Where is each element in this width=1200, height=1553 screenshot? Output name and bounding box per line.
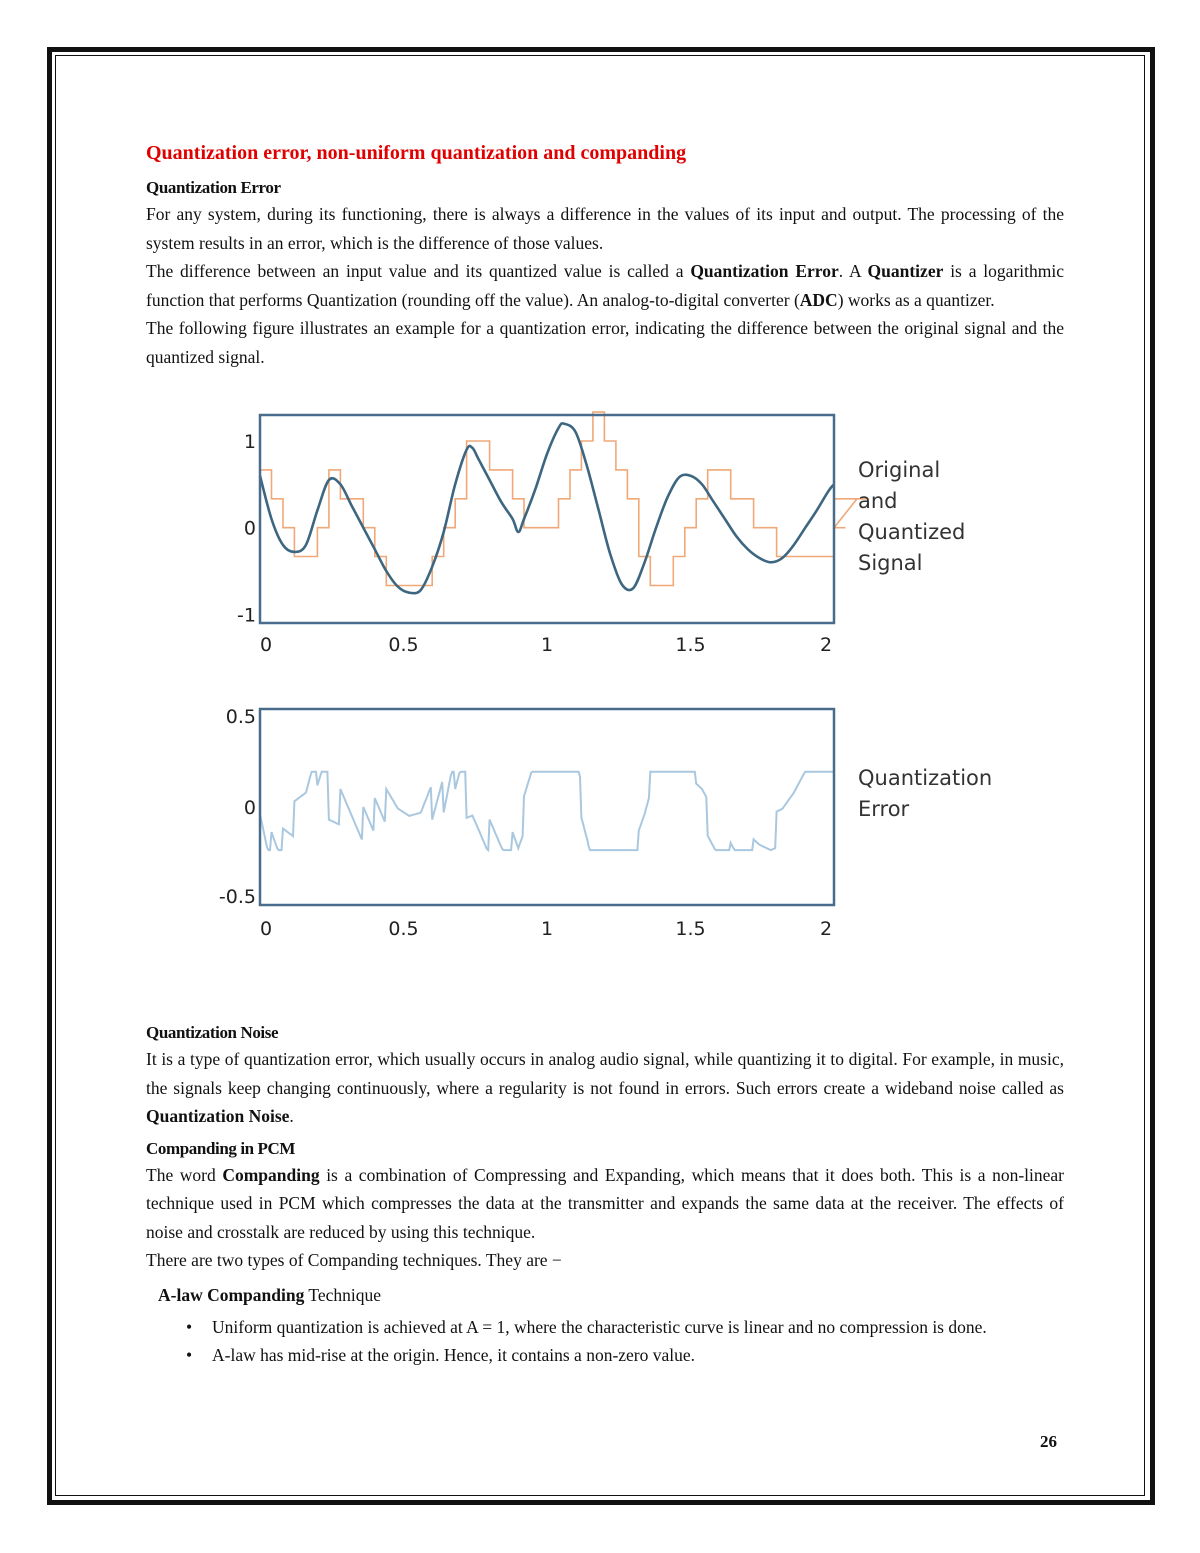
qe-paragraph-1: For any system, during its functioning, there is always a difference in the values of its input and output. The processing of the system results in an error, which is the difference of those values.: [146, 204, 1064, 253]
chart2-x-tick-label: 0: [259, 918, 273, 940]
alaw-list: [146, 1313, 1064, 1370]
chart1-legend-line: and: [858, 489, 898, 513]
chart1-y-tick-label: -1: [237, 604, 256, 627]
original-series-line: [260, 423, 834, 593]
chart1-x-tick-label: 2: [819, 634, 833, 656]
chart1-x-tick-label: 0: [259, 634, 273, 656]
list-item: • Uniform quantization is achieved at A = 1, where the characteristic curve is linear and no compression is done.: [186, 1313, 1064, 1342]
qe-paragraph-2: The difference between an input value and its quantized value is called a Quantization Error. A Quantizer is a logarithmic function that performs Quantization (rounding off the value). An analog-to-digital converter (ADC) works as a quantizer.: [146, 261, 1064, 310]
chart2-x-tick-label: 1: [540, 918, 554, 940]
quantization-error-heading: Quantization Error: [146, 178, 281, 197]
chart2-legend-line: Error: [858, 797, 910, 821]
chart2-y-tick-label: 0: [243, 797, 256, 819]
companding-paragraph-1: The word Companding is a combination of Compressing and Expanding, which means that it does both. This is a non-linear technique used in PCM which compresses the data at the transmitter and expands the same data at the receiver. The effects of noise and crosstalk are reduced by using this technique.: [146, 1164, 1064, 1242]
bullet-glyph: •: [186, 1316, 193, 1337]
qe-paragraph-3: The following figure illustrates an example for a quantization error, indicating the difference between the original signal and the quantized signal.: [146, 318, 1064, 367]
page-content: [146, 140, 1064, 1370]
chart1-y-tick-label: 0: [243, 517, 256, 540]
chart2-x-tick-label: 2: [819, 918, 833, 940]
page-title: Quantization error, non-uniform quantization and companding: [146, 142, 687, 164]
list-item: • A-law has mid-rise at the origin. Hence, it contains a non-zero value.: [186, 1341, 1064, 1370]
chart1-legend: [858, 455, 965, 579]
chart1-x-tick-label: 1: [540, 634, 554, 656]
bullet-glyph: •: [186, 1345, 193, 1365]
chart2-plot-frame: [260, 709, 834, 905]
chart1-legend-line: Original: [858, 458, 941, 482]
chart1-x-tick-label: 0.5: [388, 634, 419, 656]
chart2-x-tick-label: 0.5: [388, 918, 419, 940]
page-number: 26: [1040, 1432, 1057, 1451]
companding-heading: Companding in PCM: [146, 1138, 296, 1158]
qn-paragraph: It is a type of quantization error, which usually occurs in analog audio signal, while quantizing it to digital. For example, in music, the signals keep changing continuously, where a regularity is not found in errors. Such errors create a wideband noise called as Quantization Noise.: [146, 1049, 1064, 1126]
quantization-noise-heading: Quantization Noise: [146, 1023, 279, 1042]
chart1-x-tick-label: 1.5: [675, 634, 706, 656]
chart2-x-tick-label: 1.5: [675, 918, 706, 940]
chart1-legend-line: Quantized: [858, 520, 966, 544]
chart2-y-tick-label: 0.5: [225, 706, 256, 728]
chart2-y-tick-label: -0.5: [218, 886, 256, 908]
section-noise: [146, 1021, 1064, 1370]
quantized-series-line: [260, 412, 868, 585]
quantization-figure: [146, 405, 1064, 985]
chart2-legend: [858, 763, 992, 825]
alaw-heading: A-law Companding Technique: [158, 1284, 382, 1305]
companding-paragraph-2: There are two types of Companding techniques. They are −: [146, 1250, 562, 1270]
chart1-plot-frame: [260, 415, 834, 623]
chart2-legend-line: Quantization: [858, 766, 993, 790]
chart1-legend-line: Signal: [858, 551, 923, 575]
chart1-y-tick-label: 1: [243, 431, 256, 453]
error-series-line: [260, 772, 834, 850]
